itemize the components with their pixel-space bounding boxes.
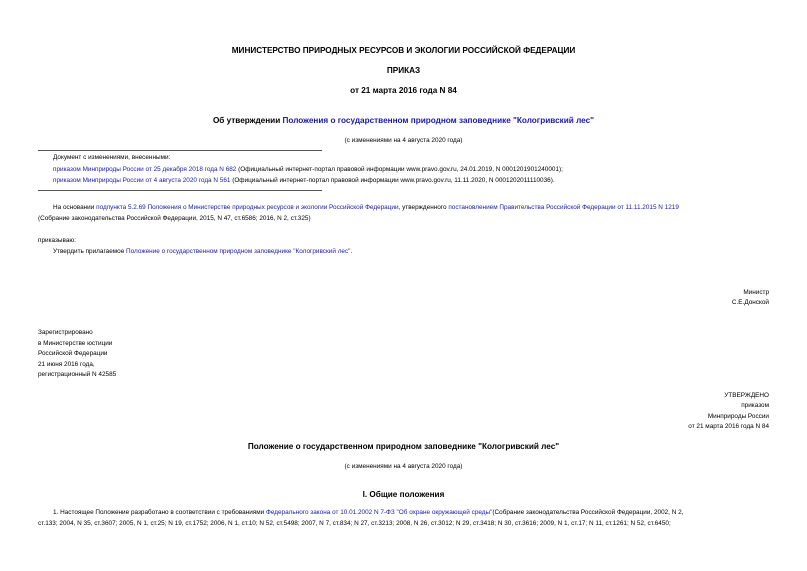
change-item [53,177,555,185]
p1-link[interactable]: Федерального закона от 10.01.2002 N 7-ФЗ "Об охране окружающей среды" [265,509,493,516]
approved-line: Минприроды России [707,413,769,420]
order-word: приказываю: [38,237,76,244]
basis-text-2: , утвержденного [398,204,449,211]
section-heading: I. Общие положения [362,490,445,499]
signature-position: Министр [743,289,769,296]
registration-line: регистрационный N 42585 [38,371,117,378]
registration-line: в Министерстве юстиции [38,340,113,347]
basis-link-1[interactable]: подпункта 5.2.69 Положения о Министерстве природных ресурсов и экологии Российской Федерации [96,204,399,211]
approved-line: от 21 марта 2016 года N 84 [688,423,769,430]
basis-paragraph [53,204,679,212]
p1-text-2: (Собрание законодательства Российской Федерации, 2002, N 2, [492,509,684,516]
changes-heading: Документ с изменениями, внесенными: [53,154,171,161]
doc-date-number: от 21 марта 2016 года N 84 [350,86,457,95]
basis-link-2[interactable]: постановлением Правительства Российской Федерации от 11.11.2015 N 1219 [448,204,679,211]
ministry-heading: МИНИСТЕРСТВО ПРИРОДНЫХ РЕСУРСОВ И ЭКОЛОГИИ РОССИЙСКОЙ ФЕДЕРАЦИИ [231,46,576,55]
order-link[interactable]: Положение о государственном природном заповеднике "Кологривский лес" [126,248,351,255]
doc-type-heading: ПРИКАЗ [386,66,421,75]
approved-line: приказом [741,402,769,409]
order-text-1: Утвердить прилагаемое [53,248,127,255]
basis-text-1: На основании [53,204,97,211]
doc-title [0,116,807,127]
p1-text-1: 1. Настоящее Положение разработано в соответствии с требованиями [53,509,266,516]
registration-line: 21 июня 2016 года, [38,361,95,368]
divider-bottom [38,190,322,191]
doc-title-link[interactable]: Положения о государственном природном заповеднике "Кологривский лес" [282,116,595,125]
change-link[interactable]: приказом Минприроды России от 4 августа 2020 года N 561 [53,177,231,184]
registration-line: Российской Федерации [38,350,108,357]
divider-top [38,150,322,151]
change-text: (Официальный интернет-портал правовой информации www.pravo.gov.ru, 24.01.2019, N 0001201901240001); [236,166,563,173]
regulation-revision-note: (с изменениями на 4 августа 2020 года) [344,463,463,470]
signature-name: С.Е.Донской [731,299,769,306]
regulation-paragraph-1 [53,509,683,517]
doc-title-prefix: Об утверждении [212,116,283,125]
change-link[interactable]: приказом Минприроды России от 25 декабря 2018 года N 682 [53,166,237,173]
change-text: (Официальный интернет-портал правовой информации www.pravo.gov.ru, 11.11.2020, N 0001202011110036). [230,177,555,184]
revision-note: (с изменениями на 4 августа 2020 года) [344,137,463,144]
regulation-title: Положение о государственном природном заповеднике "Кологривский лес" [247,442,560,451]
order-paragraph [53,248,352,256]
registration-line: Зарегистрировано [38,329,93,336]
approved-line: УТВЕРЖДЕНО [724,392,769,399]
change-item [53,166,563,174]
regulation-paragraph-1-line-2: ст.133; 2004, N 35, ст.3607; 2005, N 1, ст.25; N 19, ст.1752; 2006, N 1, ст.10; N 52, ст.5498; 2007, N 7, ст.834; N 27, ст.3213; 2008, N 26, ст.3012; N 29, ст.3418; N 30, ст.3616; 2009, N 1, ст.17; N 11, ст.1261; N 52, ст.6450; [38,520,671,527]
basis-line-2: (Собрание законодательства Российской Федерации, 2015, N 47, ст.6586; 2016, N 2, ст.325) [38,215,311,222]
order-text-2: . [350,248,353,255]
